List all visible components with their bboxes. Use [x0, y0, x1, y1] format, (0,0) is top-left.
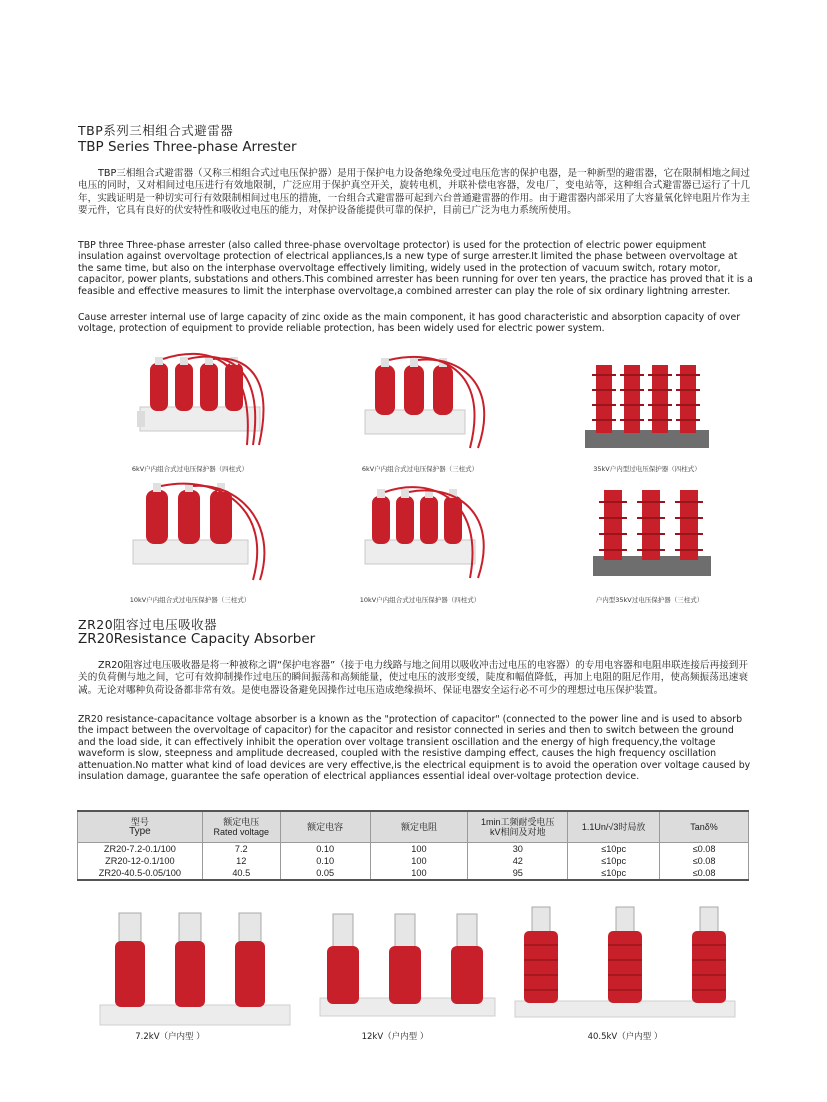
- header-withstand-voltage: 1min工频耐受电压 kV相间及对地: [468, 811, 568, 843]
- caption-absorber-12kv: 12kV（户内型 ）: [361, 1032, 429, 1042]
- photo-6kv-three-column: [360, 350, 510, 455]
- caption-10kv-four-column: 10kV户内组合式过电压保护器（四柱式）: [359, 596, 481, 604]
- header-rated-resistance: 额定电阻: [370, 811, 468, 843]
- header-rated-capacitance: 额定电容: [280, 811, 370, 843]
- photo-absorber-12kv: [315, 910, 500, 1025]
- photo-absorber-7-2kv: [95, 905, 295, 1030]
- section2-title-en: ZR20Resistance Capacity Absorber: [78, 631, 316, 647]
- cell-resistance: 100: [370, 867, 468, 880]
- section1-paragraph-en-2: Cause arrester internal use of large capacity of zinc oxide as the main component, it has good characteristic and absorption capacity of over voltage, protection of equipment to provide reliable protection, has been widely used for electric power system.: [78, 312, 741, 335]
- cell-voltage: 7.2: [202, 843, 280, 856]
- cell-type: ZR20-40.5-0.05/100: [78, 867, 203, 880]
- table-header-row: [78, 811, 749, 843]
- photo-35kv-four-column: [582, 350, 712, 455]
- caption-35kv-four-column: 35kV户内型过电压保护器（四柱式）: [593, 465, 701, 473]
- caption-absorber-40-5kv: 40.5kV（户内型 ）: [587, 1032, 663, 1042]
- section1-paragraph-cn: TBP三相组合式避雷器（又称三相组合式过电压保护器）是用于保护电力设备绝缘免受过电压危害的保护电器，是一种新型的避雷器，它在限制相地之间过电压的同时，又对相间过电压进行有效地限制，广泛应用于保护真空开关，旋转电机，并联补偿电容器，发电厂，变电站等，这种组合式避雷器已运行了十几年，实践证明是一种切实可行有效限制相间过电压的措施，一台组合式避雷器可起到六台普通避雷器的作用。由于避雷器内部采用了大容量氧化锌电阻片作为主要元件，它具有良好的伏安特性和吸收过电压的能力，对保护设备能提供可靠的保护，目前已广泛为电力系统所使用。: [78, 168, 750, 217]
- cell-tan-delta: ≤0.08: [660, 843, 749, 856]
- photo-10kv-three-column: [128, 478, 283, 588]
- header-type: 型号 Type: [78, 811, 203, 843]
- cell-capacitance: 0.10: [280, 843, 370, 856]
- header-rated-voltage: 额定电压 Rated voltage: [202, 811, 280, 843]
- photo-35kv-three-column: [590, 478, 715, 588]
- cell-tan-delta: ≤0.08: [660, 867, 749, 880]
- section1-paragraph-en-1: TBP three Three-phase arrester (also called three-phase overvoltage protector) is used for the protection of electric power equipment insulation against overvoltage protection of electrical appliances,Is a new type of surge arrester.It limited the phase between overvoltage at the same time, but also on the interphase overvoltage effectively limiting, widely used in the protection of vacuum switch, rotary motor, capacitor, power plants, substations and others.This combined arrester has been running for over ten years, the practice has proved that it is a feasible and effective measures to limit the interphase overvoltage,a combined arrester can play the role of six ordinary lightning arrester.: [78, 240, 753, 297]
- section2-paragraph-cn: ZR20阻容过电压吸收器是将一种被称之谓“保护电容器”（接于电力线路与地之间用以吸收冲击过电压的电容器）的专用电容器和电阻串联连接后再接到开关的负荷侧与地之间，它可有效抑制操作过电压的瞬间振荡和高频能量，使过电压的波形变缓，陡度和幅值降低，再加上电阻的阻尼作用，使高频振荡迅速衰减。无论对哪种负荷设备都非常有效。是使电器设备避免因操作过电压造成绝缘损坏、保证电器安全运行必不可少的理想过电压保护装置。: [78, 660, 748, 696]
- cell-type: ZR20-12-0.1/100: [78, 855, 203, 867]
- table-row: [78, 855, 749, 867]
- cell-withstand: 95: [468, 867, 568, 880]
- caption-6kv-three-column: 6kV户内组合式过电压保护器（三柱式）: [361, 465, 479, 473]
- photo-10kv-four-column: [360, 478, 510, 588]
- section1-title-cn: TBP系列三相组合式避雷器: [78, 123, 234, 138]
- caption-6kv-four-column: 6kV户内组合式过电压保护器（四柱式）: [131, 465, 249, 473]
- cell-discharge: ≤10pc: [568, 843, 660, 856]
- spec-table: [77, 810, 749, 881]
- caption-10kv-three-column: 10kV户内组合式过电压保护器（三柱式）: [129, 596, 251, 604]
- section2-title-cn: ZR20阻容过电压吸收器: [78, 617, 218, 632]
- section1-title-en: TBP Series Three-phase Arrester: [78, 139, 297, 155]
- header-tan-delta: Tanδ%: [660, 811, 749, 843]
- cell-capacitance: 0.05: [280, 867, 370, 880]
- cell-withstand: 42: [468, 855, 568, 867]
- cell-withstand: 30: [468, 843, 568, 856]
- table-row: [78, 843, 749, 856]
- photo-6kv-four-column: [135, 345, 285, 455]
- caption-35kv-three-column: 户内型35kV过电压保护器（三柱式）: [595, 596, 704, 604]
- cell-discharge: ≤10pc: [568, 855, 660, 867]
- cell-tan-delta: ≤0.08: [660, 855, 749, 867]
- photo-absorber-40-5kv: [510, 905, 740, 1020]
- header-partial-discharge: 1.1Un/√3时局放: [568, 811, 660, 843]
- caption-absorber-7-2kv: 7.2kV（户内型 ）: [135, 1032, 205, 1042]
- cell-capacitance: 0.10: [280, 855, 370, 867]
- cell-type: ZR20-7.2-0.1/100: [78, 843, 203, 856]
- cell-discharge: ≤10pc: [568, 867, 660, 880]
- cell-voltage: 12: [202, 855, 280, 867]
- table-row: [78, 867, 749, 880]
- cell-resistance: 100: [370, 855, 468, 867]
- cell-resistance: 100: [370, 843, 468, 856]
- section2-paragraph-en: ZR20 resistance-capacitance voltage absorber is a known as the "protection of capacitor" (connected to the power line and is used to absorb the impact between the overvoltage of capacitor) for the capacitor and resistor connected in series and then to switch between the ground and the load side, it can effectively inhibit the operation over voltage transient oscillation and the energy of high frequency,the voltage waveform is slow, steepness and amplitude decreased, coupled with the resistive damping effect, causes the high frequency oscillation attenuation.No matter what kind of load devices are very effective,is the electrical equipment is to avoid the operation over voltage caused by insulation damage, guarantee the safe operation of electrical appliances essential ideal over-voltage protection device.: [78, 714, 751, 783]
- cell-voltage: 40.5: [202, 867, 280, 880]
